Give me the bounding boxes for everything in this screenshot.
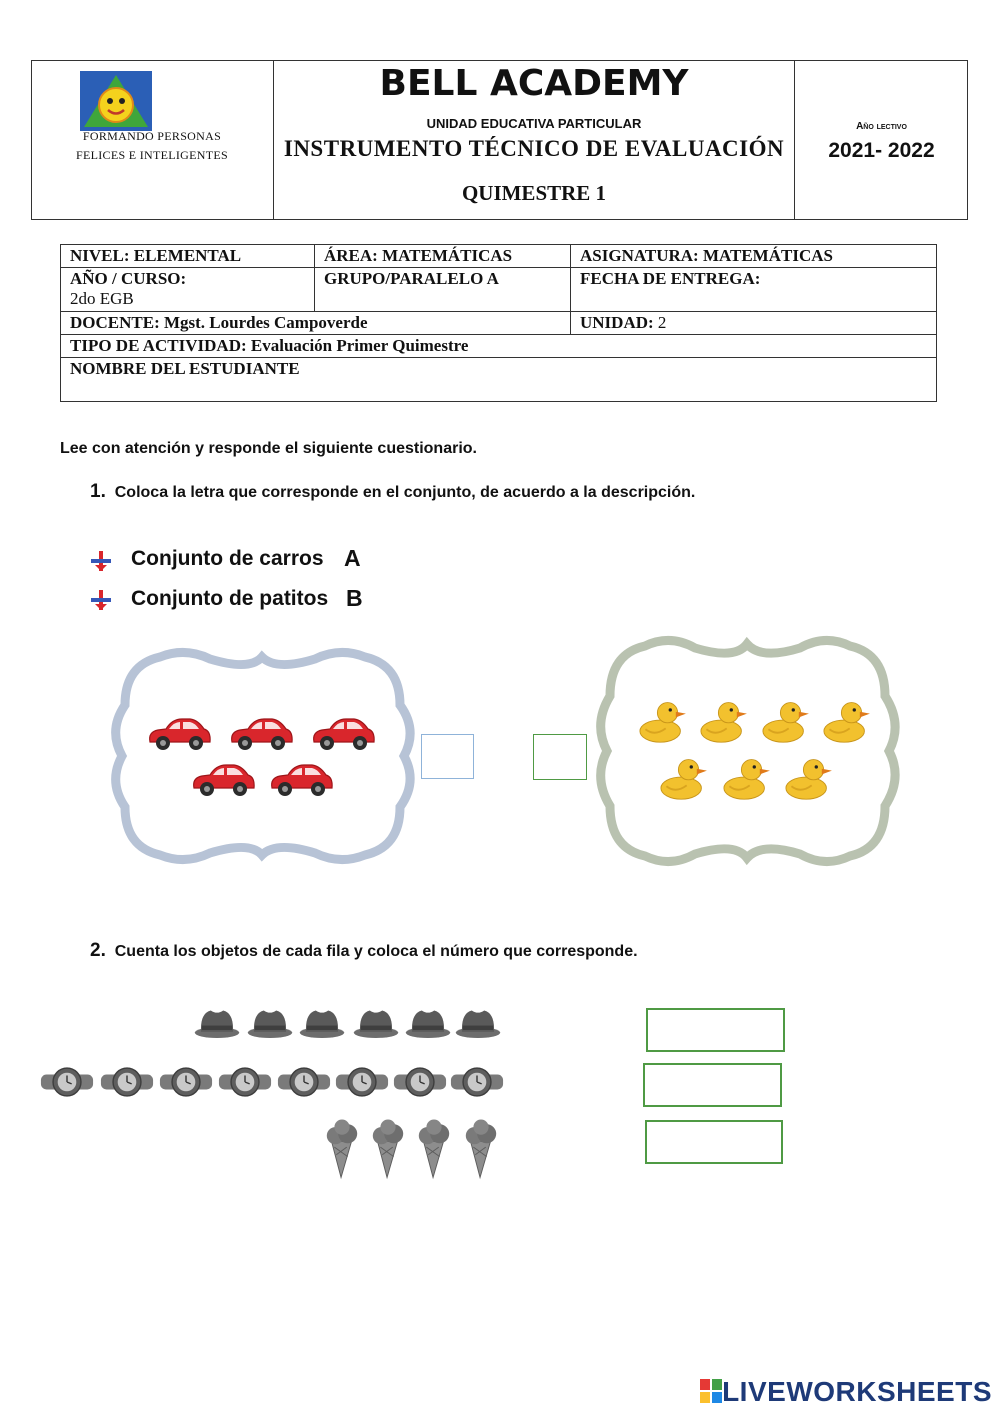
- duck-icon: [782, 755, 834, 801]
- school-type: UNIDAD EDUCATIVA PARTICULAR: [426, 116, 642, 131]
- liveworksheets-logo[interactable]: [700, 1376, 992, 1408]
- watch-icon: [100, 1062, 154, 1102]
- car-icon: [146, 710, 212, 754]
- year-value: 2021- 2022: [828, 139, 935, 162]
- duck-icon: [657, 755, 709, 801]
- bullet-arrow-icon: [90, 550, 112, 572]
- bullet-arrow-icon: [90, 589, 112, 611]
- school-logo: [78, 69, 154, 133]
- info-table: [60, 244, 937, 402]
- duck-set-frame: [585, 632, 910, 870]
- ice-cream-icon: [415, 1118, 453, 1180]
- actividad-cell: TIPO DE ACTIVIDAD: Evaluación Primer Quimestre: [61, 335, 937, 358]
- watch-icon: [40, 1062, 94, 1102]
- question-1-heading: [90, 481, 695, 503]
- slogan-line2: FELICES E INTELIGENTES: [76, 148, 228, 162]
- slogan-line1: FORMANDO PERSONAS: [82, 129, 222, 143]
- area-cell: ÁREA: MATEMÁTICAS: [315, 245, 571, 268]
- duck-icon: [759, 698, 811, 744]
- hats-answer-box[interactable]: [646, 1008, 785, 1052]
- instrument-title: INSTRUMENTO TÉCNICO DE EVALUACIÓN: [283, 136, 785, 161]
- car-icon: [268, 756, 334, 800]
- hat-icon: [193, 1003, 241, 1041]
- ice-cream-icon: [369, 1118, 407, 1180]
- instructions-text: Lee con atención y responde el siguiente cuestionario.: [60, 440, 477, 457]
- question-text: Coloca la letra que corresponde en el conjunto, de acuerdo a la descripción.: [114, 484, 696, 501]
- item-letter: A: [344, 545, 361, 571]
- watch-icon: [393, 1062, 447, 1102]
- lws-badge-icon: [700, 1379, 722, 1403]
- curso-cell: AÑO / CURSO: 2do EGB: [61, 268, 315, 312]
- watches-answer-box[interactable]: [643, 1063, 782, 1107]
- question-number: 2.: [90, 940, 106, 961]
- set-b-answer-box[interactable]: [533, 734, 587, 780]
- car-icon: [190, 756, 256, 800]
- car-icon: [228, 710, 294, 754]
- grupo-cell: GRUPO/PARALELO A: [315, 268, 571, 312]
- set-a-answer-box[interactable]: [421, 734, 474, 779]
- duck-icon: [636, 698, 688, 744]
- question-number: 1.: [90, 481, 106, 502]
- watch-icon: [159, 1062, 213, 1102]
- item-label: Conjunto de carros: [131, 547, 324, 570]
- question-2-heading: [90, 940, 638, 962]
- car-icon: [310, 710, 376, 754]
- asignatura-cell: ASIGNATURA: MATEMÁTICAS: [571, 245, 937, 268]
- question-text: Cuenta los objetos de cada fila y coloca el número que corresponde.: [114, 943, 638, 960]
- hat-icon: [454, 1003, 502, 1041]
- hat-icon: [404, 1003, 452, 1041]
- car-set-frame: [100, 645, 425, 867]
- school-name: BELL ACADEMY: [379, 63, 689, 104]
- student-name-field[interactable]: NOMBRE DEL ESTUDIANTE: [61, 358, 937, 402]
- duck-icon: [697, 698, 749, 744]
- ice-cream-icon: [462, 1118, 500, 1180]
- unidad-cell: UNIDAD: 2: [571, 312, 937, 335]
- ice-cream-icon: [323, 1118, 361, 1180]
- header-box: [31, 60, 968, 220]
- watch-icon: [335, 1062, 389, 1102]
- hat-icon: [352, 1003, 400, 1041]
- fecha-cell[interactable]: FECHA DE ENTREGA:: [571, 268, 937, 312]
- term-title: QUIMESTRE 1: [461, 181, 607, 205]
- duck-icon: [820, 698, 872, 744]
- hat-icon: [298, 1003, 346, 1041]
- watch-icon: [450, 1062, 504, 1102]
- icecream-answer-box[interactable]: [645, 1120, 783, 1164]
- watch-icon: [218, 1062, 272, 1102]
- year-label: Año lectivo: [856, 121, 907, 132]
- item-letter: B: [346, 585, 363, 611]
- nivel-cell: NIVEL: ELEMENTAL: [61, 245, 315, 268]
- watch-icon: [277, 1062, 331, 1102]
- docente-cell: DOCENTE: Mgst. Lourdes Campoverde: [61, 312, 571, 335]
- duck-icon: [720, 755, 772, 801]
- hat-icon: [246, 1003, 294, 1041]
- brand-text: LIVEWORKSHEETS: [722, 1376, 992, 1407]
- item-label: Conjunto de patitos: [131, 587, 329, 610]
